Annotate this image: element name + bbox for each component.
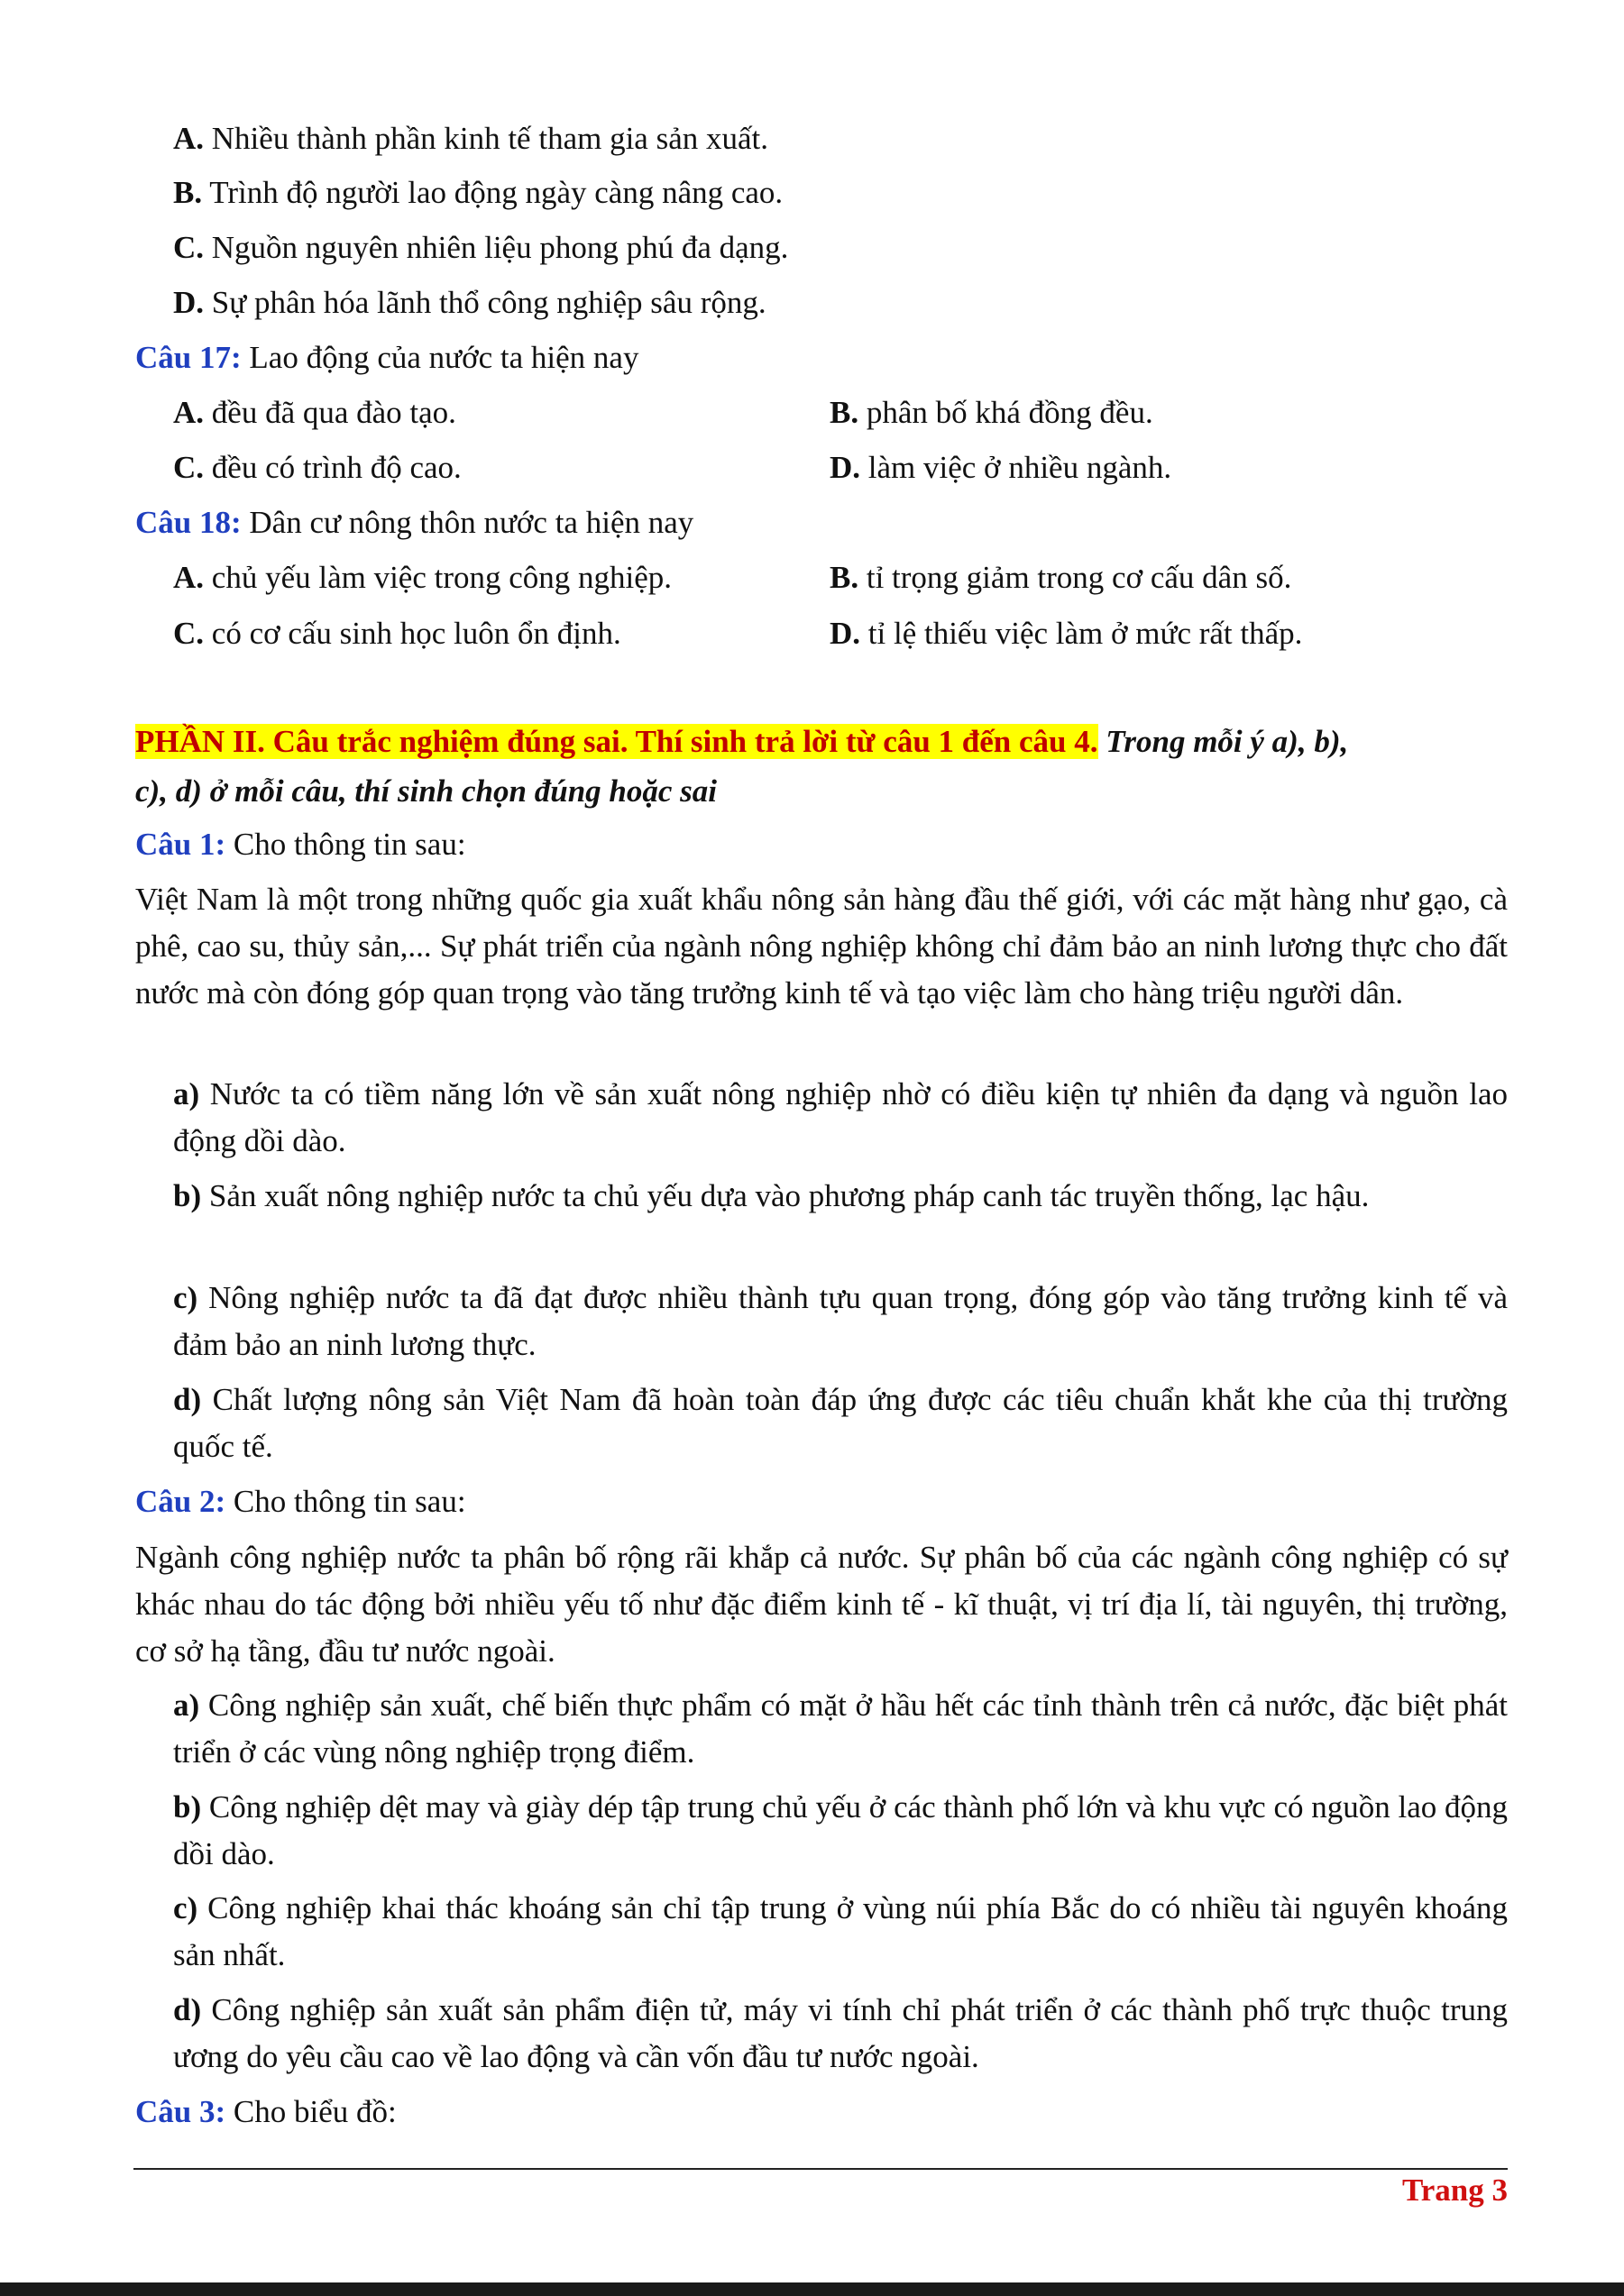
p2q1-number: Câu 1: (135, 827, 226, 862)
q16-option-a: A. Nhiều thành phần kinh tế tham gia sản xuất. (173, 121, 768, 156)
p2q3-number: Câu 3: (135, 2094, 226, 2129)
q16-option-c: C. Nguồn nguyên nhiên liệu phong phú đa dạng. (173, 230, 789, 265)
q17-option-b: B. phân bố khá đồng đều. (830, 395, 1153, 430)
p2q1-statement-d: d) Chất lượng nông sản Việt Nam đã hoàn toàn đáp ứng được các tiêu chuẩn khắt khe của thị trường quốc tế. (173, 1382, 1508, 1464)
part2-highlight: PHẦN II. Câu trắc nghiệm đúng sai. Thí sinh trả lời từ câu 1 đến câu 4. (135, 724, 1098, 759)
q17-option-a: A. đều đã qua đào tạo. (173, 395, 456, 430)
q17-option-c: C. đều có trình độ cao. (173, 450, 462, 485)
p2q1-statement-a: a) Nước ta có tiềm năng lớn về sản xuất nông nghiệp nhờ có điều kiện tự nhiên đa dạng và nguồn lao động dồi dào. (173, 1076, 1509, 1158)
footer-divider (133, 2168, 1508, 2170)
part2-heading: PHẦN II. Câu trắc nghiệm đúng sai. Thí sinh trả lời từ câu 1 đến câu 4. Trong mỗi ý a), b), (135, 724, 1349, 759)
q17-option-d: D. làm việc ở nhiều ngành. (830, 450, 1172, 485)
page-bottom-edge (0, 2282, 1624, 2296)
q17-stem: Câu 17: Lao động của nước ta hiện nay (135, 340, 639, 375)
p2q1-passage: Việt Nam là một trong những quốc gia xuất khẩu nông sản hàng đầu thế giới, với các mặt hàng như gạo, cà phê, cao su, thủy sản,... Sự phát triển của ngành nông nghiệp không chỉ đảm bảo an ninh lương thực cho đất nước mà còn đóng góp quan trọng vào tăng trưởng kinh tế và tạo việc làm cho hàng triệu người dân. (135, 882, 1508, 1011)
p2q1-stem: Câu 1: Cho thông tin sau: (135, 827, 466, 862)
p2q2-passage: Ngành công nghiệp nước ta phân bố rộng rãi khắp cả nước. Sự phân bố của các ngành công nghiệp có sự khác nhau do tác động bởi nhiều yếu tố như đặc điểm kinh tế - kĩ thuật, vị trí địa lí, tài nguyên, thị trường, cơ sở hạ tầng, đầu tư nước ngoài. (135, 1540, 1508, 1669)
p2q2-stem: Câu 2: Cho thông tin sau: (135, 1484, 466, 1519)
q18-option-c: C. có cơ cấu sinh học luôn ổn định. (173, 616, 621, 651)
q18-stem: Câu 18: Dân cư nông thôn nước ta hiện nay (135, 505, 694, 540)
p2q1-statement-b: b) Sản xuất nông nghiệp nước ta chủ yếu dựa vào phương pháp canh tác truyền thống, lạc hậu. (173, 1178, 1370, 1213)
p2q2-number: Câu 2: (135, 1484, 226, 1519)
q18-number: Câu 18: (135, 505, 242, 540)
p2q2-statement-a: a) Công nghiệp sản xuất, chế biến thực phẩm có mặt ở hầu hết các tỉnh thành trên cả nước, đặc biệt phát triển ở các vùng nông nghiệp trọng điểm. (173, 1688, 1509, 1770)
p2q2-statement-b: b) Công nghiệp dệt may và giày dép tập trung chủ yếu ở các thành phố lớn và khu vực có nguồn lao động dồi dào. (173, 1789, 1509, 1871)
q16-option-d: D. Sự phân hóa lãnh thổ công nghiệp sâu rộng. (173, 285, 766, 320)
part2-instruction: c), d) ở mỗi câu, thí sinh chọn đúng hoặc sai (135, 773, 718, 809)
p2q2-statement-c: c) Công nghiệp khai thác khoáng sản chỉ tập trung ở vùng núi phía Bắc do có nhiều tài nguyên khoáng sản nhất. (173, 1890, 1508, 1972)
q18-option-d: D. tỉ lệ thiếu việc làm ở mức rất thấp. (830, 616, 1303, 651)
p2q2-statement-d: d) Công nghiệp sản xuất sản phẩm điện tử, máy vi tính chỉ phát triển ở các thành phố trực thuộc trung ương do yêu cầu cao về lao động và cần vốn đầu tư nước ngoài. (173, 1992, 1508, 2074)
q18-option-a: A. chủ yếu làm việc trong công nghiệp. (173, 560, 673, 595)
q16-option-b: B. Trình độ người lao động ngày càng nâng cao. (173, 175, 784, 210)
q18-option-b: B. tỉ trọng giảm trong cơ cấu dân số. (830, 560, 1292, 595)
q17-number: Câu 17: (135, 340, 242, 375)
p2q1-statement-c: c) Nông nghiệp nước ta đã đạt được nhiều thành tựu quan trọng, đóng góp vào tăng trưởng kinh tế và đảm bảo an ninh lương thực. (173, 1280, 1509, 1362)
page-number: Trang 3 (1402, 2173, 1508, 2208)
p2q3-stem: Câu 3: Cho biểu đồ: (135, 2094, 397, 2129)
